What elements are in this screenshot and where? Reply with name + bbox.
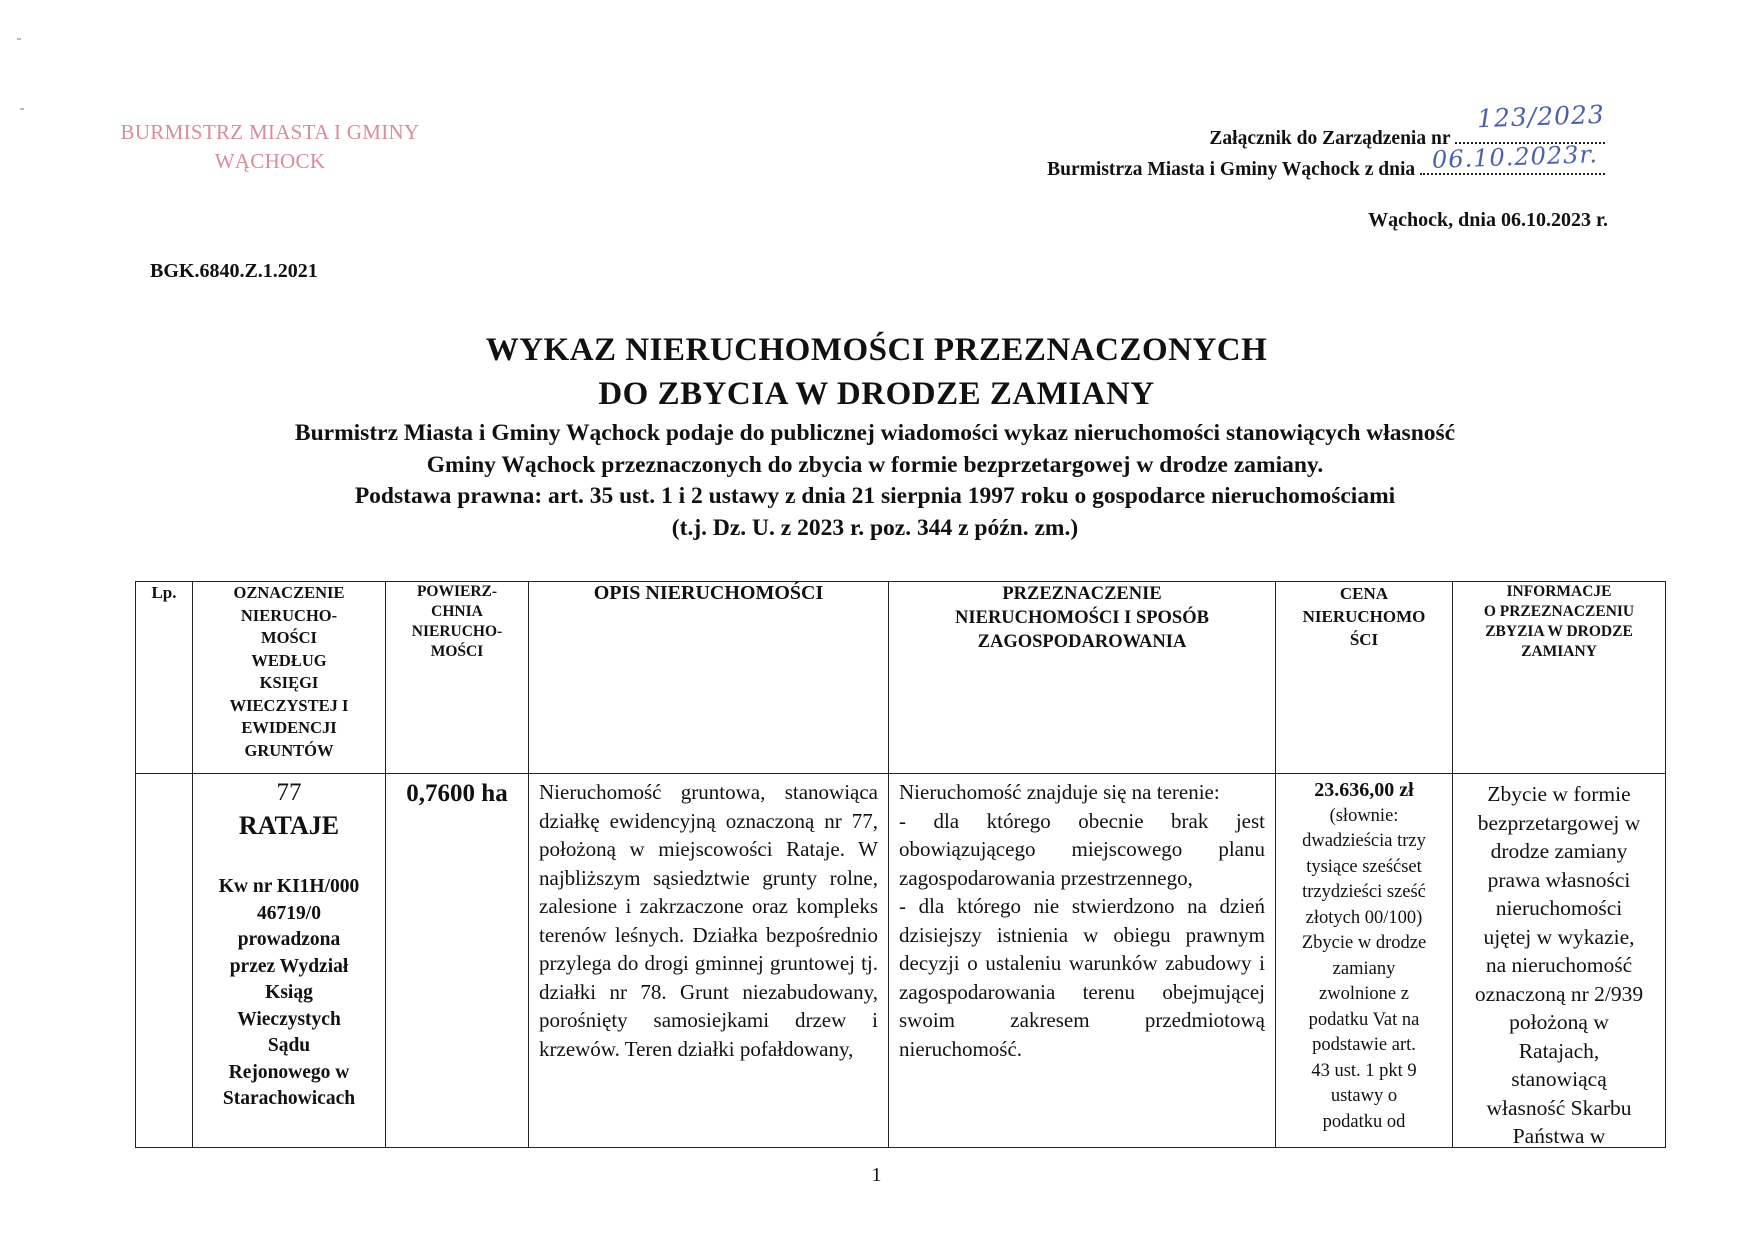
office-stamp <box>120 118 420 176</box>
info-line: Zbycie w formie <box>1487 782 1631 806</box>
information-content <box>1461 780 1657 1147</box>
scan-speck <box>20 108 24 110</box>
cell-oznaczenie-content <box>193 774 385 1141</box>
header-przeznaczenie <box>889 582 1276 774</box>
reference-number: BGK.6840.Z.1.2021 <box>150 260 318 282</box>
price-line: 43 ust. 1 pkt 9 <box>1311 1060 1417 1081</box>
kw-line: Starachowicach <box>222 1088 356 1109</box>
info-line: Ratajach, <box>1518 1038 1600 1063</box>
header-przeznaczenie-line: PRZEZNACZENIE <box>1002 584 1162 604</box>
header-oznaczenie-line: WEDŁUG <box>251 650 327 670</box>
price-line: ustawy o <box>1330 1086 1398 1106</box>
header-informacje-line: ZAMIANY <box>1521 643 1597 660</box>
header-powierzchnia <box>386 582 529 774</box>
purpose-paragraph: - dla którego obecnie brak jest obowiązującego miejscowego planu zagospodarowania przestrzennego, <box>899 808 1265 890</box>
info-line: ujętej w wykazie, <box>1483 924 1635 949</box>
attachment-line-1-text: Załącznik do Zarządzenia nr <box>1209 128 1455 149</box>
handwritten-date: 06.10.2023r. <box>1431 140 1599 174</box>
price-line: zamiany <box>1332 958 1396 979</box>
info-line: nieruchomości <box>1495 896 1623 920</box>
header-cena-line: CENA <box>1339 584 1389 603</box>
price-line: podatku Vat na <box>1308 1009 1420 1030</box>
intro-line-3: Podstawa prawna: art. 35 ust. 1 i 2 ustawy z dnia 21 sierpnia 1997 roku o gospodarce nieruchomościami <box>354 483 1396 509</box>
kw-line: Sądu <box>267 1035 311 1056</box>
header-powierzchnia-line: POWIERZ- <box>416 583 498 600</box>
header-cena <box>1276 582 1453 774</box>
kw-line: Kw nr KI1H/000 <box>218 876 360 897</box>
header-cena-line: NIERUCHOMO <box>1302 607 1426 626</box>
info-line: na nieruchomość <box>1485 953 1633 977</box>
header-oznaczenie <box>193 582 386 774</box>
info-line: Państwa w <box>1512 1124 1606 1147</box>
handwritten-number: 123/2023 <box>1476 99 1606 134</box>
cell-area: 0,7600 ha <box>386 774 529 1148</box>
table-row <box>136 774 1666 1148</box>
info-line: drodze zamiany <box>1490 839 1628 863</box>
attachment-line-2 <box>1047 140 1605 184</box>
header-przeznaczenie-line: ZAGOSPODAROWANIA <box>977 632 1187 652</box>
price-value: 23.636,00 zł <box>1314 779 1414 801</box>
price-line: podstawie art. <box>1312 1035 1416 1055</box>
cell-lp <box>136 774 193 1148</box>
header-informacje-line: ZBYZIA W DRODZE <box>1485 623 1633 640</box>
page-number: 1 <box>871 1164 882 1186</box>
price-line: Zbycie w drodze <box>1301 933 1427 953</box>
place-date: Wąchock, dnia 06.10.2023 r. <box>1368 209 1608 231</box>
cell-oznaczenie <box>193 774 386 1148</box>
header-cena-line: ŚCI <box>1349 630 1379 649</box>
header-powierzchnia-line: CHNIA <box>431 603 483 620</box>
header-lp: Lp. <box>136 582 193 774</box>
info-line: oznaczoną nr 2/939 <box>1474 981 1644 1006</box>
header-informacje-line: O PRZEZNACZENIU <box>1483 603 1635 620</box>
info-line: prawa własności <box>1487 867 1631 892</box>
header-oznaczenie-line: KSIĘGI <box>259 673 319 692</box>
document-title-line-1: WYKAZ NIERUCHOMOŚCI PRZEZNACZONYCH <box>485 332 1268 368</box>
handwritten-field-date <box>1420 140 1605 175</box>
header-informacje <box>1453 582 1666 774</box>
attachment-note <box>1047 99 1606 184</box>
cell-price <box>1276 774 1453 1148</box>
info-line: bezprzetargowej w <box>1477 810 1641 835</box>
header-powierzchnia-line: NIERUCHO- <box>411 623 503 640</box>
kw-line: prowadzona <box>237 929 341 950</box>
header-oznaczenie-line: NIERUCHO- <box>240 605 338 625</box>
purpose-paragraph: Nieruchomość znajduje się na terenie: <box>899 780 1220 804</box>
info-line: położoną w <box>1509 1010 1609 1034</box>
price-line: zwolnione z <box>1319 984 1409 1004</box>
kw-line: Wieczystych <box>237 1008 341 1030</box>
price-line: złotych 00/100) <box>1305 907 1423 928</box>
header-przeznaczenie-line: NIERUCHOMOŚCI I SPOSÓB <box>955 608 1209 628</box>
kw-line: Rejonowego w <box>228 1061 350 1083</box>
description-text: Nieruchomość gruntowa, stanowiąca działkę ewidencyjną oznaczoną nr 77, położoną w miejscowości Rataje. W najbliższym sąsiedztwie grunty rolne, zalesione i zakrzaczone oraz kompleks terenów leśnych. Działka bezpośrednio przylega do drogi gminnej gruntowej tj. działki nr 78. Grunt niezabudowany, porośnięty samosiejkami drzew i krzewów. Teren działki pofałdowany, <box>539 780 878 1061</box>
header-informacje-line: INFORMACJE <box>1506 583 1612 600</box>
cell-description <box>529 774 889 1148</box>
price-line: (słownie: <box>1329 805 1399 826</box>
price-line: dwadzieścia trzy <box>1302 831 1426 851</box>
lot-place: RATAJE <box>238 811 340 840</box>
purpose-paragraph: - dla którego nie stwierdzono na dzień dzisiejszy istnienia w obiegu prawnym decyzji o ustaleniu warunków zabudowy i zagospodarowania terenu obejmującej swoim zakresem przedmiotową nieruchomość. <box>899 894 1265 1061</box>
scan-speck <box>17 38 21 40</box>
kw-line: 46719/0 <box>257 902 321 924</box>
attachment-line-2-text: Burmistrza Miasta i Gminy Wąchock z dnia <box>1047 159 1420 180</box>
cell-purpose <box>889 774 1276 1148</box>
cell-information <box>1453 774 1666 1148</box>
info-line: stanowiącą <box>1511 1067 1607 1091</box>
header-oznaczenie-line: EWIDENCJI <box>241 718 337 737</box>
kw-line: przez Wydział <box>229 955 349 977</box>
header-powierzchnia-line: MOŚCI <box>430 643 484 660</box>
stamp-line-2: WĄCHOCK <box>214 149 326 173</box>
intro-line-4: (t.j. Dz. U. z 2023 r. poz. 344 z późn. zm.) <box>671 514 1079 541</box>
price-line: trzydzieści sześć <box>1302 882 1426 902</box>
lot-number: 77 <box>276 779 302 806</box>
header-oznaczenie-line: OZNACZENIE <box>233 583 345 602</box>
property-table <box>135 581 1666 1148</box>
header-oznaczenie-line: GRUNTÓW <box>244 740 334 760</box>
kw-line: Ksiąg <box>265 982 313 1003</box>
price-line: tysiące sześćset <box>1306 856 1422 877</box>
intro-line-1: Burmistrz Miasta i Gminy Wąchock podaje do publicznej wiadomości wykaz nieruchomości stanowiących własność <box>294 420 1456 446</box>
info-line: własność Skarbu <box>1486 1095 1632 1120</box>
table-header-row <box>136 582 1666 774</box>
header-oznaczenie-line: WIECZYSTEJ I <box>229 695 349 715</box>
header-opis: OPIS NIERUCHOMOŚCI <box>529 582 889 774</box>
header-oznaczenie-line: MOŚCI <box>261 628 317 647</box>
document-title-line-2: DO ZBYCIA W DRODZE ZAMIANY <box>598 376 1155 412</box>
stamp-line-1: BURMISTRZ MIASTA I GMINY <box>120 120 420 144</box>
intro-paragraph <box>120 418 1630 544</box>
intro-line-2: Gminy Wąchock przeznaczonych do zbycia w formie bezprzetargowej w drodze zamiany. <box>426 451 1324 478</box>
land-register-info <box>193 874 385 1113</box>
price-content <box>1284 778 1444 1145</box>
purpose-content <box>899 778 1265 1145</box>
price-line: podatku od <box>1322 1111 1406 1132</box>
